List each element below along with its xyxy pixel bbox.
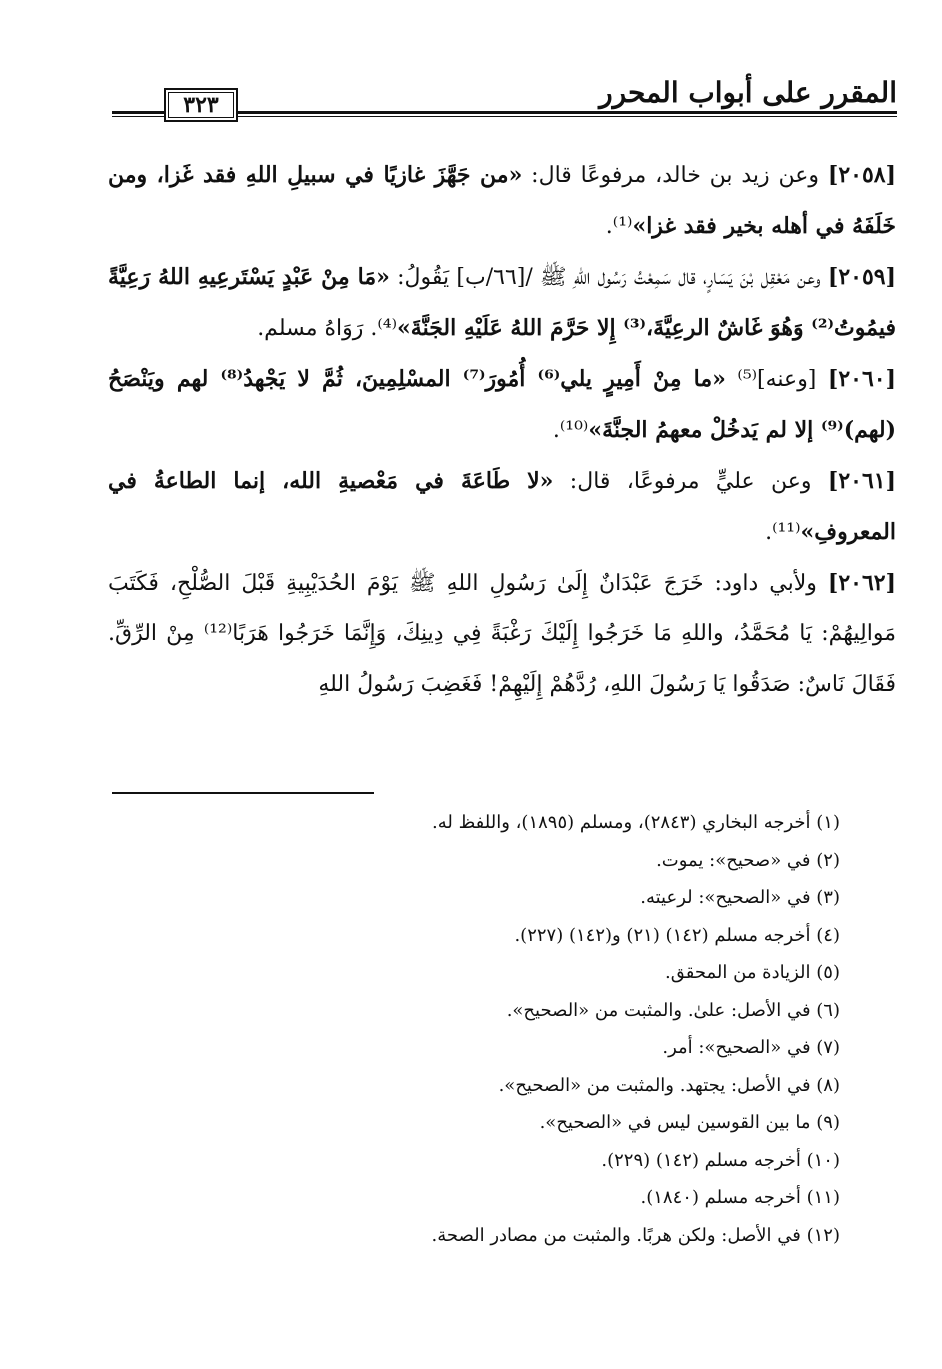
hadith-number: [٢٠٦١] — [827, 468, 896, 494]
page-number-text: ٣٢٣ — [183, 92, 219, 118]
hadith-number: [٢٠٦٠] — [827, 366, 896, 392]
footnote-11: (١١) أخرجه مسلم (١٨٤٠). — [640, 1187, 840, 1208]
footnote-1: (١) أخرجه البخاري (٢٨٤٣)، ومسلم (١٨٩٥)، واللفظ له. — [431, 812, 840, 833]
running-title: المقرر على أبواب المحرر — [589, 76, 897, 109]
footnotes — [240, 804, 840, 1254]
footnote-2: (٢) في «صحيح»: يموت. — [656, 849, 840, 871]
hadith-number: [٢٠٦٢] — [827, 570, 896, 596]
footnote-10: (١٠) أخرجه مسلم (١٤٢) (٢٢٩). — [601, 1149, 840, 1171]
hadith-intro: ولأبي داود: خَرَجَ عَبْدَانٌ إِلَىٰ رَسُولِ اللهِ ﷺ يَوْمَ الحُدَيْبِيةِ قَبْلَ الصُّلْحِ، فَكَتَبَ مَوالِيهُمْ: يَا مُحَمَّدُ، واللهِ مَا خَرَجُوا إِلَيْكَ رَغْبَةً فِي دِينِكَ، وَإِنَّمَا خَرَجُوا هَرَبًا⁽¹²⁾ مِنْ الرِّقِّ. فَقَالَ نَاسٌ: صَدَقُوا يَا رَسُولَ اللهِ، رُدَّهُمْ إِلَيْهِمْ! فَغَضِبَ رَسُولُ اللهِ — [108, 571, 896, 697]
hadith-number: [٢٠٥٨] — [827, 162, 896, 188]
hadith-intro: [وعنه]⁽⁵⁾ — [725, 367, 828, 392]
hadith-quote: «من جَهَّزَ غازيًا في سبيلِ اللهِ فقد غَزا، ومن خَلَفَهُ في أهله بخير فقد غزا» — [108, 162, 896, 239]
footnote-12: (١٢) في الأصل: ولكن هربًا. والمثبت من مصادر الصحة. — [431, 1224, 840, 1246]
hadith-tail: ⁽¹⁰⁾. — [552, 418, 589, 443]
hadith-tail: ⁽¹¹⁾. — [765, 520, 801, 545]
hadith-intro: وعن زيد بن خالد، مرفوعًا قال: — [522, 163, 828, 188]
footnote-7: (٧) في «الصحيح»: أمر. — [662, 1037, 840, 1058]
hadith-tail: ⁽⁴⁾. رَوَاهُ مسلم. — [257, 316, 398, 341]
main-text — [108, 150, 896, 710]
hadith-tail: ⁽¹⁾. — [605, 214, 633, 239]
hadith-2061 — [108, 456, 896, 558]
hadith-quote: «ما مِنْ أَمِيرٍ يلي⁽⁶⁾ أُمُورَ⁽⁷⁾ المسْلِمِينَ، ثُمَّ لا يَجْهدُ⁽⁸⁾ لهم ويَنْصَحُ (لهم)⁽⁹⁾ إلا لم يَدخُلْ معهمُ الجنَّةَ» — [108, 366, 896, 443]
footnote-3: (٣) في «الصحيح»: لرعيته. — [640, 887, 840, 908]
hadith-quote: «لا طَاعَةَ في مَعْصيةِ الله، إنما الطاعةُ في المعروفِ» — [108, 468, 896, 545]
hadith-intro: وعن مَعْقِل بْنَ يَسَارٍ، قال سَمِعْتُ رَسُول اللهِ ﷺ /[٦٦/ب] يَقُولُ: — [389, 265, 828, 290]
hadith-2058 — [108, 150, 896, 252]
footnote-8: (٨) في الأصل: يجتهد. والمثبت من «الصحيح». — [498, 1074, 840, 1096]
footnote-5: (٥) الزيادة من المحقق. — [665, 962, 840, 983]
footnote-6: (٦) في الأصل: علىٰ. والمثبت من «الصحيح». — [506, 999, 840, 1021]
hadith-2062 — [108, 558, 896, 710]
page-number — [164, 88, 238, 122]
footnote-9: (٩) ما بين القوسين ليس في «الصحيح». — [539, 1112, 840, 1133]
hadith-quote: «مَا مِنْ عَبْدٍ يَسْتَرعِيهِ اللهُ رَعِيَّةً فيمُوتُ⁽²⁾ وَهُوَ غَاشٌ الرعِيَّةَ،⁽³⁾ إِلا حَرَّمَ اللهُ عَلَيْهِ الجَنَّةَ» — [108, 264, 896, 341]
hadith-2059 — [108, 252, 896, 354]
hadith-2060 — [108, 354, 896, 456]
page-header — [112, 78, 897, 122]
hadith-intro: وعن عليٍّ مرفوعًا، قال: — [553, 469, 828, 494]
footnote-4: (٤) أخرجه مسلم (١٤٢) (٢١) و(١٤٢) (٢٢٧). — [514, 924, 840, 946]
hadith-number: [٢٠٥٩] — [827, 264, 897, 290]
footnote-separator — [112, 792, 374, 794]
